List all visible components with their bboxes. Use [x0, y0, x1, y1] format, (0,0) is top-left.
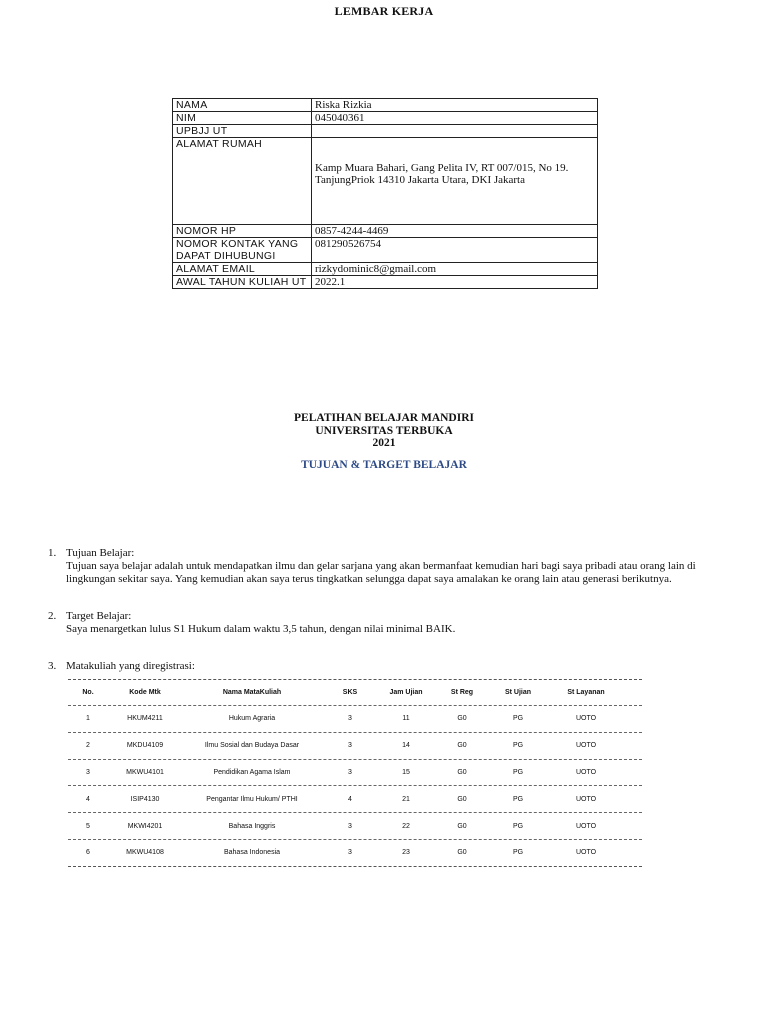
section-tujuan: [48, 547, 728, 586]
cell-nama: Pendidikan Agama Islam: [213, 768, 291, 776]
section-number: 3.: [48, 660, 57, 672]
cell-nama: Pengantar Ilmu Hukum/ PTHI: [206, 795, 298, 803]
cell-st-ujian: PG: [512, 822, 524, 830]
cell-st-layanan: UOTO: [575, 795, 597, 803]
header-no: No.: [82, 689, 94, 696]
label-hp: NOMOR HP: [173, 225, 312, 238]
cell-nama: Bahasa Indonesia: [223, 849, 281, 857]
header-st-reg: St Reg: [450, 689, 474, 696]
section-target: [48, 610, 728, 636]
cell-st-reg: G0: [457, 768, 467, 776]
program-heading: [0, 412, 768, 450]
cell-st-reg: G0: [457, 715, 467, 723]
label-nim: NIM: [173, 112, 312, 125]
cell-st-reg: G0: [457, 849, 467, 857]
info-row-upbjj: [173, 125, 598, 138]
section-text: Saya menargetkan lulus S1 Hukum dalam waktu 3,5 tahun, dengan nilai minimal BAIK.: [66, 623, 456, 635]
cell-st-ujian: PG: [512, 849, 524, 857]
cell-no: 4: [86, 795, 90, 803]
section-matakuliah: [48, 660, 728, 673]
info-row-email: [173, 263, 598, 276]
cell-sks: 3: [348, 715, 352, 723]
value-tahun: 2022.1: [312, 276, 598, 289]
cell-st-layanan: UOTO: [575, 822, 597, 830]
page-title: LEMBAR KERJA: [334, 4, 434, 18]
section-title: Tujuan Belajar:: [66, 547, 135, 559]
header-nama: Nama MataKuliah: [222, 689, 282, 696]
header-st-layanan: St Layanan: [567, 689, 605, 696]
cell-st-ujian: PG: [512, 742, 524, 750]
program-year: 2021: [372, 437, 396, 449]
label-alamat: ALAMAT RUMAH: [173, 138, 312, 225]
cell-no: 3: [86, 768, 90, 776]
cell-no: 5: [86, 822, 90, 830]
header-st-ujian: St Ujian: [504, 689, 532, 696]
cell-st-ujian: PG: [512, 795, 524, 803]
header-kode: Kode Mtk: [129, 689, 161, 696]
table-row: [68, 760, 642, 787]
info-row-kontak: [173, 238, 598, 263]
cell-st-layanan: UOTO: [575, 768, 597, 776]
header-sks: SKS: [342, 689, 358, 696]
cell-st-layanan: UOTO: [575, 742, 597, 750]
student-info-table: [172, 98, 598, 289]
value-hp: 0857-4244-4469: [312, 225, 598, 238]
table-row: [68, 786, 642, 813]
cell-nama: Ilmu Sosial dan Budaya Dasar: [204, 742, 300, 750]
label-upbjj: UPBJJ UT: [173, 125, 312, 138]
cell-no: 2: [86, 742, 90, 750]
cell-jam-ujian: 21: [402, 795, 410, 803]
course-table: [68, 679, 642, 867]
table-row: [68, 706, 642, 733]
table-row: [68, 813, 642, 840]
goals-subtitle: TUJUAN & TARGET BELAJAR: [301, 459, 467, 471]
label-tahun: AWAL TAHUN KULIAH UT: [173, 276, 312, 289]
cell-sks: 3: [348, 822, 352, 830]
alamat-line-1: Kamp Muara Bahari, Gang Pelita IV, RT 007/015, No 19.: [315, 162, 569, 174]
label-email: ALAMAT EMAIL: [173, 263, 312, 276]
cell-kode: MKWU4108: [126, 849, 164, 857]
cell-sks: 3: [348, 849, 352, 857]
value-kontak: 081290526754: [312, 238, 598, 263]
course-table-header: [68, 680, 642, 706]
value-nama: Riska Rizkia: [312, 99, 598, 112]
cell-st-reg: G0: [457, 822, 467, 830]
section-title: Matakuliah yang diregistrasi:: [66, 660, 195, 672]
program-title-line1: PELATIHAN BELAJAR MANDIRI: [294, 412, 474, 424]
cell-kode: ISIP4130: [130, 795, 160, 803]
table-row: [68, 733, 642, 760]
cell-kode: MKWI4201: [127, 822, 163, 830]
value-nim: 045040361: [312, 112, 598, 125]
cell-kode: HKUM4211: [127, 715, 163, 723]
section-title: Target Belajar:: [66, 610, 132, 622]
alamat-line-2: TanjungPriok 14310 Jakarta Utara, DKI Jakarta: [315, 174, 525, 186]
cell-st-reg: G0: [457, 795, 467, 803]
info-row-tahun: [173, 276, 598, 289]
label-nama: NAMA: [173, 99, 312, 112]
cell-nama: Hukum Agraria: [228, 715, 276, 723]
cell-nama: Bahasa Inggris: [228, 822, 276, 830]
cell-st-ujian: PG: [512, 715, 524, 723]
info-row-alamat: [173, 138, 598, 225]
cell-st-layanan: UOTO: [575, 715, 597, 723]
value-upbjj: [312, 125, 598, 138]
info-row-nama: [173, 99, 598, 112]
cell-sks: 4: [348, 795, 352, 803]
cell-st-reg: G0: [457, 742, 467, 750]
cell-jam-ujian: 15: [402, 768, 410, 776]
value-alamat: [312, 138, 598, 225]
cell-no: 6: [86, 849, 90, 857]
header-jam-ujian: Jam Ujian: [389, 689, 423, 696]
cell-kode: MKDU4109: [126, 742, 164, 750]
info-row-hp: [173, 225, 598, 238]
cell-jam-ujian: 11: [402, 715, 410, 723]
cell-st-layanan: UOTO: [575, 849, 597, 857]
cell-no: 1: [86, 715, 90, 723]
cell-jam-ujian: 23: [402, 849, 410, 857]
cell-kode: MKWU4101: [126, 768, 164, 776]
section-number: 2.: [48, 610, 57, 622]
cell-jam-ujian: 22: [402, 822, 410, 830]
program-title-line2: UNIVERSITAS TERBUKA: [315, 424, 453, 437]
cell-sks: 3: [348, 768, 352, 776]
section-text: Tujuan saya belajar adalah untuk mendapatkan ilmu dan gelar sarjana yang akan bermanfaat kemudian hari bagi saya pribadi atau orang lain di lingkungan sekitar saya. Yang kemudian akan saya terus tingkatkan selungga dapat saya amalakan ke orang lain atau generasi berikutnya.: [66, 560, 696, 585]
cell-jam-ujian: 14: [402, 742, 410, 750]
cell-st-ujian: PG: [512, 768, 524, 776]
cell-sks: 3: [348, 742, 352, 750]
label-kontak: NOMOR KONTAK YANG DAPAT DIHUBUNGI: [173, 238, 312, 263]
value-email: rizkydominic8@gmail.com: [312, 263, 598, 276]
table-row: [68, 840, 642, 866]
section-number: 1.: [48, 547, 57, 559]
info-row-nim: [173, 112, 598, 125]
